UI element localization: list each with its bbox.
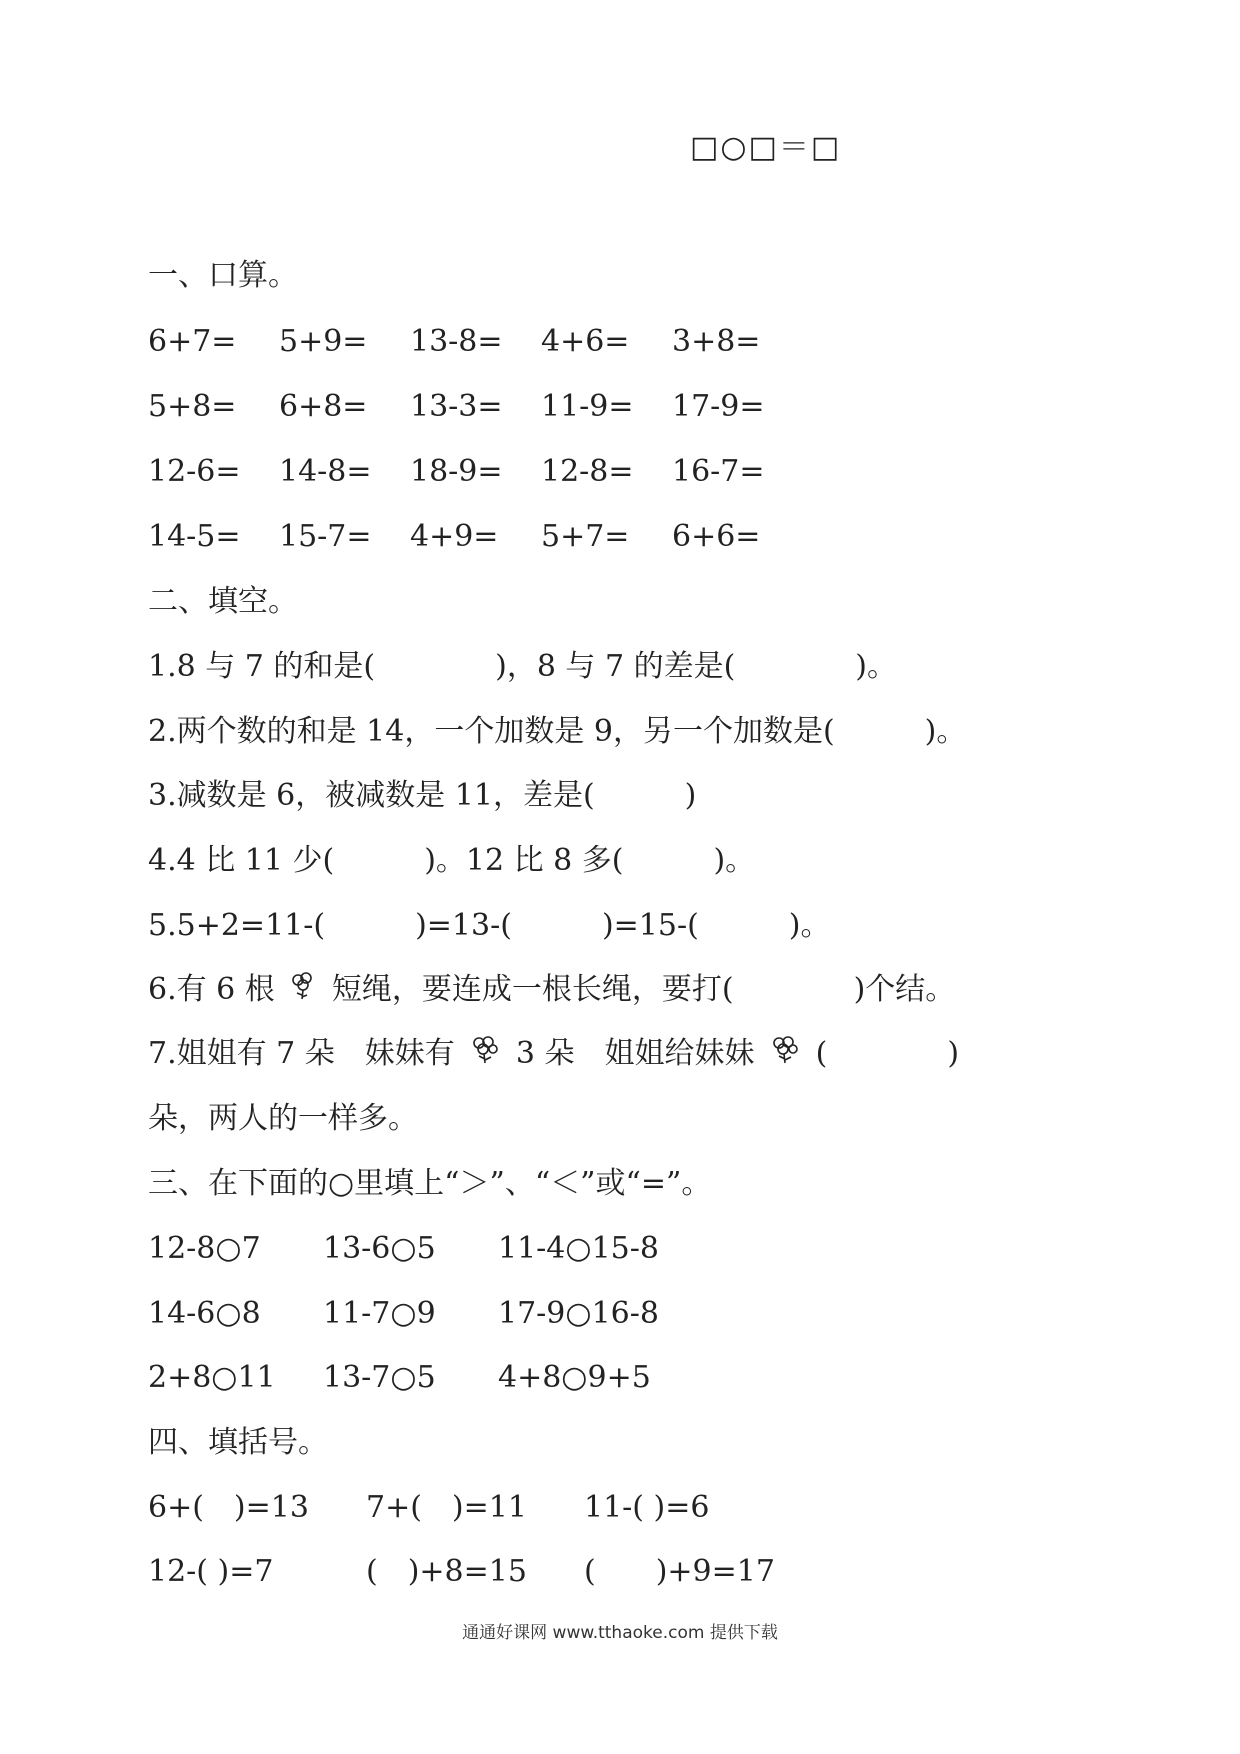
fill-question-1: 1.8 与 7 的和是( )，8 与 7 的差是( )。 [148,649,898,684]
fill-question-6 [148,970,955,1012]
compare-item: 2+8○11 [148,1360,276,1395]
fill-question-3: 3.减数是 6，被减数是 11，差是( ) [148,778,697,813]
bracket-item: ( )+9=17 [584,1554,775,1589]
oral-calc-item: 4+6= [541,324,630,359]
oral-calc-item: 5+8= [148,389,237,424]
oral-calc-item: 3+8= [672,324,761,359]
oral-calc-item: 12-8= [541,454,634,489]
fill-question-7-continued: 朵，两人的一样多。 [148,1101,418,1136]
oral-calc-item: 4+9= [410,519,499,554]
bracket-item: 6+( )=13 [148,1490,309,1525]
compare-item: 11-4○15-8 [498,1231,659,1266]
page-title: □○□＝□ [690,130,842,165]
oral-calc-item: 15-7= [279,519,372,554]
oral-calc-item: 17-9= [672,389,765,424]
flower-icon [470,1035,500,1076]
compare-item: 13-7○5 [323,1360,436,1395]
fill-question-4: 4.4 比 11 少( )。12 比 8 多( )。 [148,843,756,878]
compare-item: 14-6○8 [148,1296,261,1331]
fill-question-7 [148,1034,959,1076]
bracket-item: 7+( )=11 [366,1490,527,1525]
fill-question-2: 2.两个数的和是 14，一个加数是 9，另一个加数是( )。 [148,714,967,749]
oral-calc-item: 5+7= [541,519,630,554]
fill-question-7-part-2: 3 朵 姐姐给妹妹 [515,1036,755,1071]
compare-item: 13-6○5 [323,1231,436,1266]
footer-credit: 通通好课网 www.tthaoke.com 提供下载 [462,1623,778,1643]
oral-calc-item: 11-9= [541,389,634,424]
section-2-heading: 二、填空。 [148,584,298,619]
fill-question-7-blank: ( ) [815,1036,960,1071]
fill-question-7-part-1: 7.姐姐有 7 朵 妹妹有 [148,1036,455,1071]
oral-calc-item: 6+7= [148,324,237,359]
fill-question-5: 5.5+2=11-( )=13-( )=15-( )。 [148,908,831,943]
oral-calc-item: 12-6= [148,454,241,489]
section-4-heading: 四、填括号。 [148,1425,328,1460]
oral-calc-item: 6+8= [279,389,368,424]
fill-question-6-start: 6.有 6 根 [148,972,275,1007]
compare-item: 12-8○7 [148,1231,261,1266]
section-1-heading: 一、口算。 [148,258,298,293]
fill-question-6-end: 短绳，要连成一根长绳，要打( )个结。 [331,972,956,1007]
compare-item: 17-9○16-8 [498,1296,659,1331]
oral-calc-item: 13-3= [410,389,503,424]
rope-icon [290,971,316,1012]
bracket-item: 12-( )=7 [148,1554,274,1589]
compare-item: 4+8○9+5 [498,1360,651,1395]
bracket-item: ( )+8=15 [366,1554,527,1589]
oral-calc-item: 13-8= [410,324,503,359]
oral-calc-item: 14-8= [279,454,372,489]
oral-calc-item: 14-5= [148,519,241,554]
oral-calc-item: 18-9= [410,454,503,489]
flower-icon [770,1035,800,1076]
section-3-heading: 三、在下面的○里填上“＞”、“＜”或“=”。 [148,1166,712,1201]
oral-calc-item: 16-7= [672,454,765,489]
compare-item: 11-7○9 [323,1296,436,1331]
oral-calc-item: 6+6= [672,519,761,554]
oral-calc-item: 5+9= [279,324,368,359]
bracket-item: 11-( )=6 [584,1490,710,1525]
